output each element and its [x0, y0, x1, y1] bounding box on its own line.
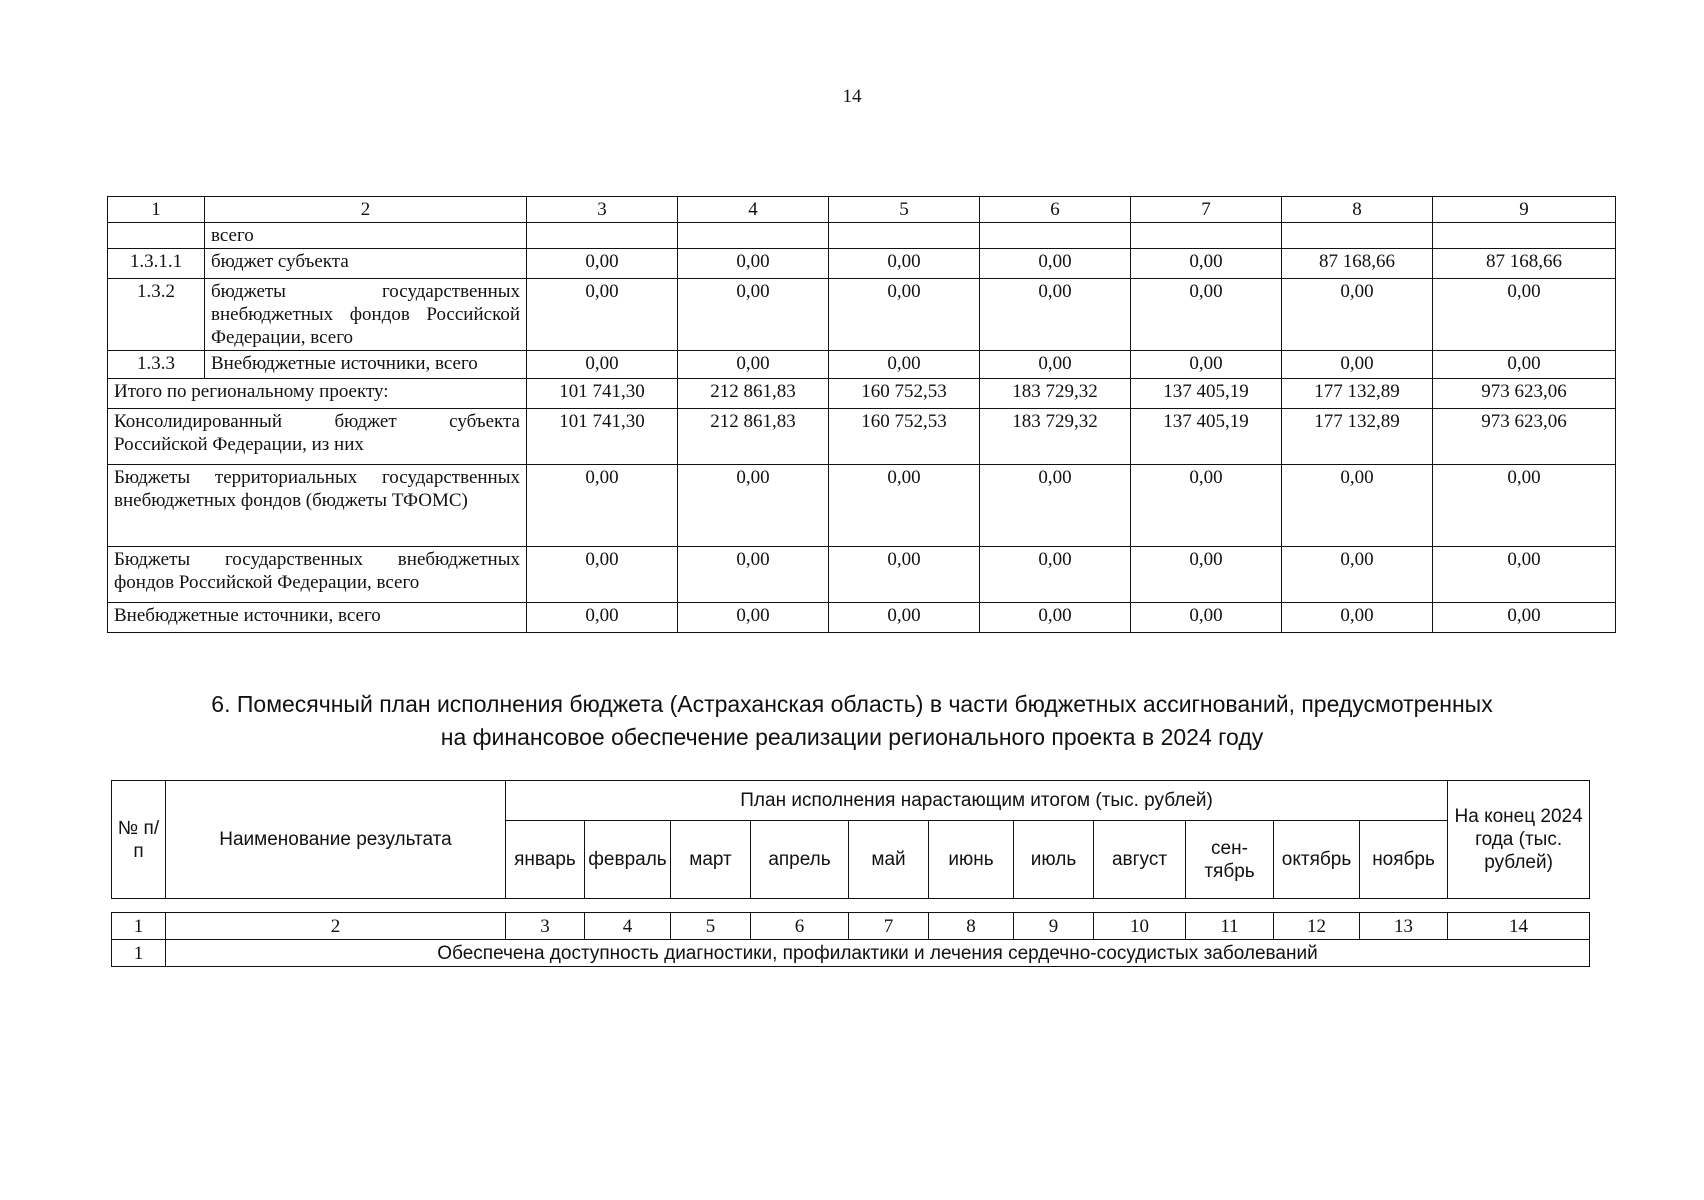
value-cell: 0,00 [1282, 603, 1433, 633]
row-code: 1.3.2 [108, 279, 205, 351]
table-row [108, 249, 1616, 279]
value-cell: 0,00 [980, 279, 1131, 351]
column-number-cell: 7 [1131, 197, 1282, 223]
column-number-cell: 4 [678, 197, 829, 223]
value-cell: 0,00 [1433, 603, 1616, 633]
value-cell: 0,00 [980, 547, 1131, 603]
value-cell: 212 861,83 [678, 379, 829, 409]
value-cell: 137 405,19 [1131, 409, 1282, 465]
value-cell: 0,00 [980, 249, 1131, 279]
value-cell: 177 132,89 [1282, 409, 1433, 465]
value-cell: 0,00 [678, 351, 829, 379]
month-header: май [849, 821, 929, 899]
plan-group-header: План исполнения нарастающим итогом (тыс. рублей) [506, 781, 1448, 821]
value-cell: 0,00 [527, 351, 678, 379]
value-cell: 0,00 [1282, 351, 1433, 379]
month-header: сен-тябрь [1186, 821, 1274, 899]
value-cell: 0,00 [1433, 465, 1616, 547]
month-header: август [1094, 821, 1186, 899]
column-number-cell: 3 [506, 913, 585, 940]
table-header-row [108, 197, 1616, 223]
value-cell: 973 623,06 [1433, 409, 1616, 465]
row-label: Внебюджетные источники, всего [205, 351, 527, 379]
column-number-cell: 8 [1282, 197, 1433, 223]
value-cell: 0,00 [1282, 279, 1433, 351]
value-cell: 0,00 [829, 465, 980, 547]
month-header: октябрь [1274, 821, 1360, 899]
row-code: 1.3.1.1 [108, 249, 205, 279]
column-number-cell: 4 [585, 913, 671, 940]
value-cell [1131, 223, 1282, 249]
value-cell: 0,00 [1433, 351, 1616, 379]
value-cell [678, 223, 829, 249]
summary-row [108, 409, 1616, 465]
section-title-line-1: 6. Помесячный план исполнения бюджета (Астраханская область) в части бюджетных ассигнований, предусмотренных [211, 691, 1493, 717]
value-cell: 160 752,53 [829, 409, 980, 465]
month-header: июнь [929, 821, 1014, 899]
value-cell [1433, 223, 1616, 249]
value-cell: 0,00 [1131, 465, 1282, 547]
value-cell: 0,00 [1433, 279, 1616, 351]
value-cell: 0,00 [980, 465, 1131, 547]
month-header: апрель [751, 821, 849, 899]
column-number-cell: 1 [112, 913, 166, 940]
value-cell: 973 623,06 [1433, 379, 1616, 409]
value-cell: 183 729,32 [980, 379, 1131, 409]
value-cell: 101 741,30 [527, 379, 678, 409]
month-header: ноябрь [1360, 821, 1448, 899]
summary-label: Бюджеты территориальных государственных внебюджетных фондов (бюджеты ТФОМС) [108, 465, 527, 547]
value-cell: 0,00 [1131, 249, 1282, 279]
value-cell: 0,00 [829, 547, 980, 603]
month-header: февраль [585, 821, 671, 899]
column-number-cell: 9 [1433, 197, 1616, 223]
value-cell: 0,00 [678, 603, 829, 633]
value-cell: 0,00 [527, 279, 678, 351]
column-number-cell: 1 [108, 197, 205, 223]
value-cell: 87 168,66 [1433, 249, 1616, 279]
col-name-header: Наименование результата [166, 781, 506, 899]
summary-row [108, 379, 1616, 409]
value-cell: 87 168,66 [1282, 249, 1433, 279]
value-cell: 0,00 [527, 465, 678, 547]
column-number-cell: 10 [1094, 913, 1186, 940]
value-cell: 0,00 [1131, 351, 1282, 379]
table-header-row [112, 913, 1590, 940]
summary-label: Консолидированный бюджет субъекта Российской Федерации, из них [108, 409, 527, 465]
monthly-plan-body-table [111, 912, 1590, 967]
month-header: март [671, 821, 751, 899]
value-cell: 0,00 [1282, 465, 1433, 547]
value-cell: 0,00 [527, 547, 678, 603]
value-cell [527, 223, 678, 249]
value-cell: 0,00 [829, 351, 980, 379]
summary-row [108, 547, 1616, 603]
monthly-plan-header-table [111, 780, 1590, 899]
value-cell: 0,00 [678, 547, 829, 603]
column-number-cell: 5 [829, 197, 980, 223]
value-cell: 101 741,30 [527, 409, 678, 465]
budget-table [107, 196, 1616, 633]
value-cell: 0,00 [1131, 603, 1282, 633]
summary-row [108, 465, 1616, 547]
value-cell: 0,00 [678, 249, 829, 279]
column-number-cell: 14 [1448, 913, 1590, 940]
summary-label: Бюджеты государственных внебюджетных фондов Российской Федерации, всего [108, 547, 527, 603]
col-num-header: № п/п [112, 781, 166, 899]
value-cell [1282, 223, 1433, 249]
value-cell [980, 223, 1131, 249]
value-cell: 212 861,83 [678, 409, 829, 465]
value-cell: 160 752,53 [829, 379, 980, 409]
column-number-cell: 6 [751, 913, 849, 940]
row-code: 1.3.3 [108, 351, 205, 379]
summary-label: Внебюджетные источники, всего [108, 603, 527, 633]
month-header: июль [1014, 821, 1094, 899]
result-text: Обеспечена доступность диагностики, профилактики и лечения сердечно-сосудистых заболеваний [166, 940, 1590, 967]
value-cell: 0,00 [678, 465, 829, 547]
row-code [108, 223, 205, 249]
column-number-cell: 2 [205, 197, 527, 223]
value-cell: 177 132,89 [1282, 379, 1433, 409]
value-cell: 0,00 [980, 351, 1131, 379]
summary-label: Итого по региональному проекту: [108, 379, 527, 409]
column-number-cell: 6 [980, 197, 1131, 223]
value-cell: 137 405,19 [1131, 379, 1282, 409]
row-label: бюджеты государственных внебюджетных фондов Российской Федерации, всего [205, 279, 527, 351]
value-cell: 183 729,32 [980, 409, 1131, 465]
value-cell: 0,00 [527, 249, 678, 279]
value-cell: 0,00 [527, 603, 678, 633]
column-number-cell: 12 [1274, 913, 1360, 940]
column-number-cell: 7 [849, 913, 929, 940]
column-number-cell: 2 [166, 913, 506, 940]
value-cell: 0,00 [1131, 279, 1282, 351]
summary-row [108, 603, 1616, 633]
value-cell: 0,00 [1282, 547, 1433, 603]
value-cell: 0,00 [1131, 547, 1282, 603]
result-row [112, 940, 1590, 967]
month-header: январь [506, 821, 585, 899]
value-cell: 0,00 [1433, 547, 1616, 603]
row-label: бюджет субъекта [205, 249, 527, 279]
col-end-header: На конец 2024 года (тыс. рублей) [1448, 781, 1590, 899]
column-number-cell: 5 [671, 913, 751, 940]
column-number-cell: 9 [1014, 913, 1094, 940]
section-title [107, 688, 1597, 754]
column-number-cell: 13 [1360, 913, 1448, 940]
row-label: всего [205, 223, 527, 249]
value-cell: 0,00 [678, 279, 829, 351]
column-number-cell: 11 [1186, 913, 1274, 940]
value-cell: 0,00 [829, 279, 980, 351]
table-row [108, 279, 1616, 351]
table-row [108, 223, 1616, 249]
table-row [108, 351, 1616, 379]
value-cell: 0,00 [829, 603, 980, 633]
row-number: 1 [112, 940, 166, 967]
value-cell: 0,00 [980, 603, 1131, 633]
column-number-cell: 8 [929, 913, 1014, 940]
value-cell [829, 223, 980, 249]
page-number: 14 [842, 86, 862, 107]
column-number-cell: 3 [527, 197, 678, 223]
value-cell: 0,00 [829, 249, 980, 279]
section-title-line-2: на финансовое обеспечение реализации регионального проекта в 2024 году [440, 724, 1264, 750]
